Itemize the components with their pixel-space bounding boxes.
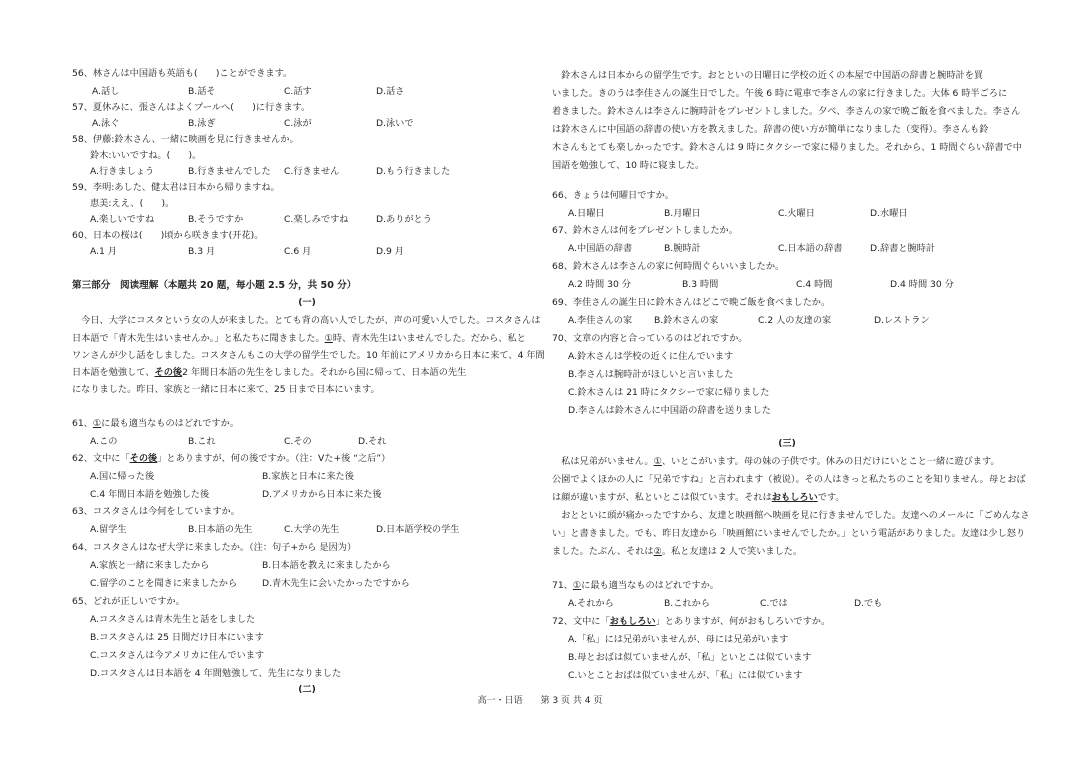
q64-option-c[interactable]: C.留学のことを聞きに来ましたから — [90, 578, 238, 589]
passage1-line — [72, 333, 526, 345]
q60-option-a[interactable]: A.1 月 — [90, 246, 117, 257]
q68-option-a[interactable]: A.2 時間 30 分 — [568, 279, 631, 290]
q67-option-c[interactable]: C.日本語の辞書 — [778, 243, 843, 254]
q63-option-c[interactable]: C.大学の先生 — [284, 524, 340, 535]
q61-number: 61、 — [72, 418, 93, 429]
q62-option-c[interactable]: C.4 年間日本語を勉強した後 — [90, 489, 210, 500]
q61-blank: ① — [92, 418, 102, 429]
q63-option-a[interactable]: A.留学生 — [90, 524, 127, 535]
q70-option-c[interactable]: C.鈴木さんは 21 時にタクシーで家に帰りました — [568, 387, 770, 398]
passage3-text: 私は兄弟がいません。 — [552, 456, 654, 467]
q70-option-d[interactable]: D.李さんは鈴木さんに中国語の辞書を送りました — [568, 405, 771, 416]
q68-option-b[interactable]: B.3 時間 — [682, 279, 719, 290]
q65-stem: 65、どれが正しいですか。 — [72, 596, 185, 607]
q68-option-d[interactable]: D.4 時間 30 分 — [890, 279, 954, 290]
q58-stem: 58、伊藤:鈴木さん、一緒に映画を見に行きませんか。 — [72, 134, 299, 145]
q67-option-b[interactable]: B.腕時計 — [664, 243, 701, 254]
q72-keyword: おもしろい — [609, 616, 656, 627]
q61-option-c[interactable]: C.その — [284, 436, 312, 447]
q71-option-b[interactable]: B.これから — [664, 598, 710, 609]
q67-option-a[interactable]: A.中国語の辞書 — [568, 243, 633, 254]
passage1-underlined-sonogo: その後 — [154, 367, 183, 378]
q57-option-c[interactable]: C.泳が — [284, 118, 312, 129]
passage3-text: は顔が違いますが、私といとこは似ています。それは — [552, 492, 772, 503]
q58-line2: 鈴木:いいですね。( )。 — [90, 150, 202, 161]
q57-option-d[interactable]: D.泳いで — [376, 118, 414, 129]
passage1-text: 日本語を勉強して、 — [72, 367, 155, 378]
passage1-line: 今日、大学にコスタという女の人が来ました。とても背の高い人でしたが、声の可愛い人でした。コスタさんは — [72, 315, 541, 326]
q72-stem — [552, 616, 830, 628]
q60-stem: 60、日本の桜は( )頃から咲きます(开花)。 — [72, 230, 264, 241]
passage3-text: 、いとこがいます。母の妹の子供です。休みの日だけにいとこと一緒に遊びます。 — [661, 456, 1000, 467]
q62-option-a[interactable]: A.国に帰った後 — [90, 471, 155, 482]
q60-option-c[interactable]: C.6 月 — [284, 246, 312, 257]
q69-option-a[interactable]: A.李佳さんの家 — [568, 315, 633, 326]
q56-option-c[interactable]: C.話す — [284, 86, 312, 97]
passage2-line: 鈴木さんは日本からの留学生です。おとといの日曜日に学校の近くの本屋で中国語の辞書と腕時計を買 — [552, 70, 984, 81]
q72-text: 72、文中に「 — [552, 616, 610, 627]
q65-option-d[interactable]: D.コスタさんは日本語を 4 年間勉強して、先生になりました — [90, 668, 342, 679]
q64-stem: 64、コスタさんはなぜ大学に来ましたか。（注：句子+から 是因为） — [72, 542, 357, 553]
q64-option-b[interactable]: B.日本語を教えに来ましたから — [262, 560, 391, 571]
passage2-line: 国語を勉強して、10 時に寝ました。 — [552, 160, 705, 171]
q71-blank: ① — [572, 580, 582, 591]
q61-option-a[interactable]: A.この — [90, 436, 118, 447]
passage2-line: 木さんもとても楽しかったです。鈴木さんは 9 時にタクシーで家に帰りました。それから、1 時間ぐらい辞書で中 — [552, 142, 1022, 153]
q59-option-d[interactable]: D.ありがとう — [376, 214, 432, 225]
passage1-heading: (一) — [298, 297, 316, 308]
q59-option-a[interactable]: A.楽しいですね — [90, 214, 155, 225]
q72-text: 」とありますが、何がおもしろいですか。 — [655, 616, 831, 627]
passage3-line: 公園でよくほかの人に「兄弟ですね」と言われます（被说）。その人はきっと私たちのことを知りません。母とおば — [552, 474, 1026, 485]
q71-option-d[interactable]: D.でも — [854, 598, 883, 609]
q64-option-d[interactable]: D.青木先生に会いたかったですから — [262, 578, 410, 589]
q63-stem: 63、コスタさんは今何をしていますか。 — [72, 506, 240, 517]
q59-option-c[interactable]: C.楽しみですね — [284, 214, 349, 225]
q58-option-b[interactable]: B.行きませんでした — [188, 166, 271, 177]
q71-option-c[interactable]: C.では — [760, 598, 788, 609]
q71-number: 71、 — [552, 580, 573, 591]
q56-stem: 56、林さんは中国語も英語も( )ことができます。 — [72, 68, 293, 79]
q56-option-d[interactable]: D.話さ — [376, 86, 405, 97]
q68-stem: 68、鈴木さんは李さんの家に何時間ぐらいいましたか。 — [552, 261, 785, 272]
passage3-line — [552, 546, 802, 558]
passage2-heading: (二) — [298, 684, 316, 695]
q57-option-a[interactable]: A.泳ぐ — [92, 118, 120, 129]
q58-option-c[interactable]: C.行きません — [284, 166, 340, 177]
passage3-underlined-omoshiroi: おもしろい — [771, 492, 818, 503]
q58-option-a[interactable]: A.行きましょう — [90, 166, 155, 177]
passage3-blank-1: ① — [653, 456, 662, 467]
q61-stem — [72, 418, 239, 430]
q72-option-c[interactable]: C.いとことおばは似ていませんが、「私」には似ています — [568, 670, 803, 681]
q61-option-d[interactable]: D.それ — [358, 436, 387, 447]
passage2-line: 着きました。鈴木さんは李さんに腕時計をプレゼントしました。夕べ、李さんの家で晩ご飯を食べました。李さん — [552, 106, 1021, 117]
q64-option-a[interactable]: A.家族と一緒に来ましたから — [90, 560, 210, 571]
passage3-line: い」と書きました。でも、昨日友達から「映画館にいませんでしたか。」という電話がありました。友達は少し怒り — [552, 528, 1026, 539]
q66-option-b[interactable]: B.月曜日 — [664, 208, 701, 219]
passage1-line: になりました。昨日、家族と一緒に日本に来て、25 日まで日本にいます。 — [72, 384, 380, 395]
q61-text: に最も適当なものはどれですか。 — [101, 418, 239, 429]
passage1-blank-1: ① — [324, 333, 333, 344]
q66-option-d[interactable]: D.水曜日 — [870, 208, 908, 219]
q56-option-a[interactable]: A.話し — [92, 86, 120, 97]
passage2-line: は鈴木さんに中国語の辞書の使い方を教えました。辞書の使い方が簡単になりました（变得）。李さんも鈴 — [552, 124, 989, 135]
q71-text: に最も適当なものはどれですか。 — [581, 580, 719, 591]
q56-option-b[interactable]: B.話そ — [188, 86, 216, 97]
q59-option-b[interactable]: B.そうですか — [188, 214, 244, 225]
q71-stem — [552, 580, 719, 592]
q66-option-c[interactable]: C.火曜日 — [778, 208, 815, 219]
q62-stem — [72, 453, 390, 465]
q69-stem: 69、李佳さんの誕生日に鈴木さんはどこで晩ご飯を食べましたか。 — [552, 297, 831, 308]
passage2-line: いました。きのうは李佳さんの誕生日でした。午後 6 時に電車で李さんの家に行きました。大体 6 時半ごろに — [552, 88, 1008, 99]
section-title: 第三部分 阅读理解（本题共 20 题，每小题 2.5 分，共 50 分） — [72, 280, 357, 291]
q66-stem: 66、きょうは何曜日ですか。 — [552, 190, 674, 201]
passage3-text: 。私と友達は 2 人で笑いました。 — [661, 546, 803, 557]
q59-line2: 恵美:ええ、( )。 — [90, 198, 175, 209]
passage1-line — [72, 367, 466, 379]
q58-option-d[interactable]: D.もう行きました — [376, 166, 451, 177]
q72-option-a[interactable]: A.「私」には兄弟がいませんが、母には兄弟がいます — [568, 634, 789, 645]
q69-option-d[interactable]: D.レストラン — [874, 315, 930, 326]
passage3-line: おとといに頭が痛かったですから、友達と映画館へ映画を見に行きませんでした。友達へのメールに「ごめんなさ — [552, 510, 1030, 521]
q62-option-d[interactable]: D.アメリカから日本に来た後 — [262, 489, 382, 500]
q66-option-a[interactable]: A.日曜日 — [568, 208, 605, 219]
q61-option-b[interactable]: B.これ — [188, 436, 216, 447]
q67-option-d[interactable]: D.辞書と腕時計 — [870, 243, 936, 254]
q69-option-b[interactable]: B.鈴木さんの家 — [654, 315, 719, 326]
q72-option-b[interactable]: B.母とおばは似ていませんが、「私」といとこは似ています — [568, 652, 812, 663]
q63-option-b[interactable]: B.日本語の先生 — [188, 524, 253, 535]
passage1-text: 日本語で「青木先生はいませんか。」と私たちに聞きました。 — [72, 333, 325, 344]
passage3-blank-2: ② — [653, 546, 662, 557]
q57-stem: 57、夏休みに、張さんはよくプールへ( )に行きます。 — [72, 102, 311, 113]
q68-option-c[interactable]: C.4 時間 — [796, 279, 833, 290]
q59-stem: 59、李明:あした、健太君は日本から帰りますね。 — [72, 182, 280, 193]
q62-text: 」とありますが、何の後ですか。（注：Vた+後 “之后”） — [157, 453, 391, 464]
q65-option-a[interactable]: A.コスタさんは青木先生と話をしました — [90, 614, 256, 625]
q70-stem: 70、文章の内容と合っているのはどれですか。 — [552, 333, 748, 344]
q62-option-b[interactable]: B.家族と日本に来た後 — [262, 471, 354, 482]
passage1-line: ワンさんが少し話をしました。コスタさんもこの大学の留学生でした。10 年前にアメリカから日本に来て、4 年間 — [72, 350, 545, 361]
passage1-text: 時、青木先生はいませんでした。だから、私と — [332, 333, 526, 344]
q71-option-a[interactable]: A.それから — [568, 598, 614, 609]
q62-keyword: その後 — [129, 453, 158, 464]
q70-option-b[interactable]: B.李さんは腕時計がほしいと言いました — [568, 369, 734, 380]
q63-option-d[interactable]: D.日本語学校の学生 — [376, 524, 460, 535]
q69-option-c[interactable]: C.2 人の友達の家 — [758, 315, 832, 326]
passage1-text: 2 年間日本語の先生をしました。それから国に帰って、日本語の先生 — [182, 367, 467, 378]
passage3-line — [552, 456, 1000, 468]
q62-text: 62、文中に「 — [72, 453, 130, 464]
q57-option-b[interactable]: B.泳ぎ — [188, 118, 216, 129]
q60-option-d[interactable]: D.9 月 — [376, 246, 404, 257]
page-footer: 高一・日语 第 3 页 共 4 页 — [477, 696, 603, 706]
passage3-heading: (三) — [778, 438, 796, 449]
q65-option-c[interactable]: C.コスタさんは今アメリカに住んでいます — [90, 650, 265, 661]
passage3-line — [552, 492, 845, 504]
q67-stem: 67、鈴木さんは何をプレゼントしましたか。 — [552, 225, 738, 236]
q70-option-a[interactable]: A.鈴木さんは学校の近くに住んでいます — [568, 351, 734, 362]
q60-option-b[interactable]: B.3 月 — [188, 246, 216, 257]
passage3-text: ました。たぶん、それは — [552, 546, 654, 557]
passage3-text: です。 — [817, 492, 845, 503]
q65-option-b[interactable]: B.コスタさんは 25 日間だけ日本にいます — [90, 632, 264, 643]
